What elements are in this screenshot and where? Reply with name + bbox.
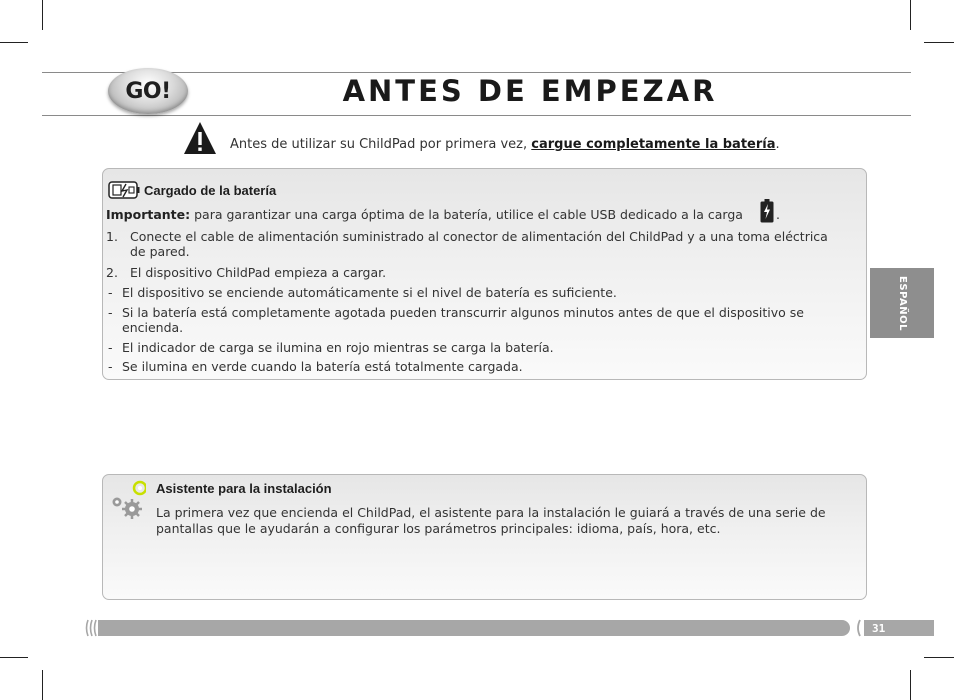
go-badge <box>108 68 188 114</box>
note-marker: - <box>108 359 113 374</box>
footer-bracket-icon <box>852 619 862 637</box>
note-marker: - <box>108 305 113 320</box>
important-note <box>106 207 743 222</box>
crop-mark <box>42 0 43 30</box>
notice-text-before: Antes de utilizar su ChildPad por primera vez, <box>230 137 532 152</box>
page-number-box <box>864 620 934 636</box>
step-text: de pared. <box>130 244 190 259</box>
language-tab <box>870 268 934 338</box>
header-rule-bottom <box>42 115 911 116</box>
step-marker: 1. <box>106 229 118 244</box>
footer-bar <box>98 620 850 636</box>
notice-text <box>230 137 780 152</box>
notice-link: cargue completamente la batería <box>531 137 776 152</box>
wizard-text: La primera vez que encienda el ChildPad, el asistente para la instalación le guiará a través de una serie de <box>156 505 826 520</box>
important-text: para garantizar una carga óptima de la batería, utilice el cable USB dedicado a la carga <box>190 207 743 222</box>
note-text: Se ilumina en verde cuando la batería está totalmente cargada. <box>122 359 523 374</box>
note-text: El dispositivo se enciende automáticamente si el nivel de batería es suficiente. <box>122 285 617 300</box>
warning-icon <box>183 120 217 156</box>
battery-charger-icon <box>108 181 140 199</box>
crop-mark <box>910 670 911 700</box>
crop-mark <box>924 42 954 43</box>
crop-mark <box>0 42 28 43</box>
step-text: El dispositivo ChildPad empieza a cargar. <box>130 265 387 280</box>
battery-icon <box>760 199 774 223</box>
important-end: . <box>776 207 780 222</box>
note-text: El indicador de carga se ilumina en rojo mientras se carga la batería. <box>122 340 554 355</box>
language-tab-label: ESPAÑOL <box>896 275 908 331</box>
note-marker: - <box>108 285 113 300</box>
charging-title: Cargado de la batería <box>144 183 277 198</box>
wizard-title: Asistente para la instalación <box>156 481 332 496</box>
step-text: Conecte el cable de alimentación suministrado al conector de alimentación del ChildPad y a una toma eléctrica <box>130 229 828 244</box>
note-marker: - <box>108 340 113 355</box>
note-text: Si la batería está completamente agotada pueden transcurrir algunos minutos antes de que el dispositivo se <box>122 305 804 320</box>
crop-mark <box>42 670 43 700</box>
step-marker: 2. <box>106 265 118 280</box>
crop-mark <box>0 657 28 658</box>
note-text: encienda. <box>122 320 184 335</box>
go-badge-label: GO! <box>125 78 171 104</box>
crop-mark <box>910 0 911 30</box>
page-number: 31 <box>872 621 886 635</box>
important-label: Importante: <box>106 207 191 222</box>
wizard-text: pantallas que le ayudarán a configurar los parámetros principales: idioma, país, hora, etc. <box>156 521 721 536</box>
notice-text-after: . <box>775 137 780 152</box>
crop-mark <box>924 657 954 658</box>
gears-icon <box>106 476 146 524</box>
page-title: ANTES DE EMPEZAR <box>342 74 718 108</box>
